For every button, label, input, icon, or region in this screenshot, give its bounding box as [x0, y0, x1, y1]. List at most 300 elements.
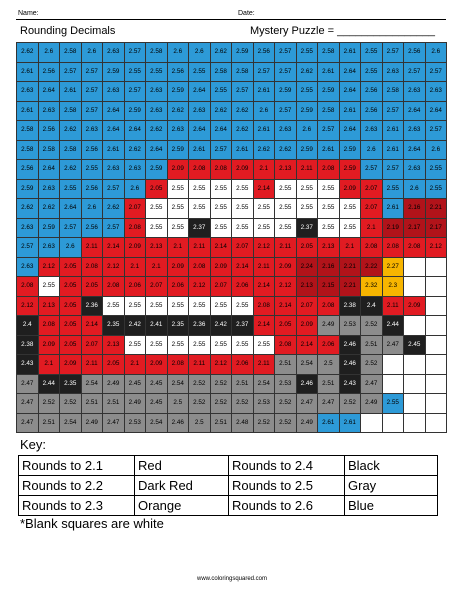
grid-cell: 2.57	[103, 180, 125, 200]
grid-cell: 2.63	[426, 82, 448, 102]
grid-cell: 2.21	[426, 199, 448, 219]
grid-cell: 2.55	[125, 336, 147, 356]
grid-cell: 2.09	[60, 355, 82, 375]
grid-cell: 2.59	[39, 219, 61, 239]
grid-cell: 2.08	[254, 297, 276, 317]
grid-cell: 2.12	[189, 277, 211, 297]
grid-cell: 2.55	[211, 180, 233, 200]
grid-cell: 2.55	[383, 180, 405, 200]
grid-cell: 2.05	[297, 238, 319, 258]
grid-cell: 2.62	[146, 121, 168, 141]
grid-cell: 2.14	[103, 238, 125, 258]
grid-cell: 2.59	[146, 160, 168, 180]
grid-cell: 2.62	[17, 199, 39, 219]
grid-cell: 2.62	[39, 199, 61, 219]
grid-cell: 2.44	[39, 375, 61, 395]
grid-cell: 2.55	[146, 297, 168, 317]
grid-cell: 2.6	[82, 199, 104, 219]
grid-cell: 2.55	[211, 82, 233, 102]
grid-cell: 2.64	[39, 82, 61, 102]
grid-cell: 2.61	[340, 102, 362, 122]
grid-cell: 2.64	[211, 121, 233, 141]
grid-cell: 2.44	[383, 316, 405, 336]
grid-cell: 2.07	[232, 238, 254, 258]
grid-cell: 2.59	[125, 102, 147, 122]
grid-cell: 2.52	[275, 394, 297, 414]
grid-cell: 2.52	[232, 394, 254, 414]
grid-cell	[383, 355, 405, 375]
grid-cell: 2.42	[125, 316, 147, 336]
grid-cell: 2.14	[82, 316, 104, 336]
grid-cell: 2.55	[189, 63, 211, 83]
grid-cell: 2.13	[297, 277, 319, 297]
grid-cell: 2.09	[232, 160, 254, 180]
grid-cell: 2.58	[60, 102, 82, 122]
grid-cell: 2.55	[189, 297, 211, 317]
grid-cell: 2.55	[232, 336, 254, 356]
grid-cell: 2.51	[211, 414, 233, 434]
grid-cell: 2.59	[340, 160, 362, 180]
grid-cell: 2.57	[17, 238, 39, 258]
grid-cell: 2.13	[146, 238, 168, 258]
grid-cell: 2.63	[189, 102, 211, 122]
grid-cell: 2.61	[318, 63, 340, 83]
grid-cell: 2.55	[275, 180, 297, 200]
grid-cell: 2.63	[17, 258, 39, 278]
grid-cell: 2.64	[340, 82, 362, 102]
grid-cell: 2.6	[82, 43, 104, 63]
grid-cell: 2.11	[254, 258, 276, 278]
grid-cell: 2.41	[146, 316, 168, 336]
grid-cell: 2.59	[168, 82, 190, 102]
key-row	[19, 496, 438, 516]
grid-cell: 2.63	[103, 82, 125, 102]
grid-cell: 2.64	[404, 102, 426, 122]
grid-cell: 2.64	[189, 121, 211, 141]
key-rule: Rounds to 2.5	[229, 476, 345, 496]
grid-cell: 2.14	[254, 277, 276, 297]
grid-cell: 2.51	[39, 414, 61, 434]
grid-cell: 2.55	[211, 297, 233, 317]
grid-cell: 2.55	[146, 199, 168, 219]
grid-cell: 2.46	[340, 336, 362, 356]
grid-cell: 2.05	[60, 336, 82, 356]
grid-cell: 2.56	[254, 43, 276, 63]
grid-cell: 2.05	[60, 316, 82, 336]
grid-cell: 2.1	[39, 355, 61, 375]
grid-cell	[426, 414, 448, 434]
grid-cell: 2.61	[103, 141, 125, 161]
grid-cell: 2.47	[17, 375, 39, 395]
grid-cell: 2.47	[297, 394, 319, 414]
grid-cell: 2.1	[146, 258, 168, 278]
grid-cell: 2.52	[254, 414, 276, 434]
grid-cell: 2.08	[168, 355, 190, 375]
grid-cell: 2.6	[168, 43, 190, 63]
grid-cell: 2.14	[275, 297, 297, 317]
grid-cell: 2.42	[211, 316, 233, 336]
grid-cell: 2.09	[404, 297, 426, 317]
grid-cell: 2.62	[17, 43, 39, 63]
grid-cell: 2.49	[125, 394, 147, 414]
grid-cell: 2.57	[125, 43, 147, 63]
grid-cell: 2.48	[232, 414, 254, 434]
grid-cell: 2.47	[383, 336, 405, 356]
grid-cell	[383, 375, 405, 395]
grid-cell: 2.62	[232, 121, 254, 141]
grid-cell: 2.4	[17, 316, 39, 336]
grid-cell: 2.63	[39, 102, 61, 122]
grid-cell: 2.55	[426, 160, 448, 180]
grid-cell: 2.64	[404, 141, 426, 161]
grid-cell: 2.61	[383, 199, 405, 219]
grid-cell: 2.57	[103, 219, 125, 239]
grid-cell: 2.56	[39, 63, 61, 83]
grid-cell: 2.6	[254, 102, 276, 122]
grid-cell: 2.58	[318, 43, 340, 63]
grid-cell: 2.52	[189, 375, 211, 395]
grid-cell: 2.49	[297, 414, 319, 434]
grid-cell: 2.07	[297, 297, 319, 317]
grid-cell	[404, 375, 426, 395]
grid-cell: 2.64	[426, 102, 448, 122]
grid-cell: 2.46	[168, 414, 190, 434]
grid-cell: 2.53	[275, 375, 297, 395]
grid-cell: 2.55	[232, 219, 254, 239]
grid-cell: 2.55	[168, 199, 190, 219]
grid-cell: 2.55	[361, 63, 383, 83]
grid-cell: 2.63	[146, 102, 168, 122]
grid-cell: 2.05	[146, 180, 168, 200]
grid-cell: 2.52	[340, 394, 362, 414]
grid-cell: 2.59	[232, 43, 254, 63]
grid-cell: 2.58	[232, 63, 254, 83]
grid-cell: 2.55	[254, 199, 276, 219]
key-color: Dark Red	[135, 476, 229, 496]
grid-cell: 2.14	[297, 336, 319, 356]
grid-cell: 2.58	[211, 63, 233, 83]
grid-cell: 2.1	[125, 258, 147, 278]
grid-cell: 2.55	[340, 219, 362, 239]
grid-cell: 2.05	[60, 258, 82, 278]
grid-cell: 2.56	[17, 160, 39, 180]
grid-cell: 2.63	[361, 121, 383, 141]
grid-cell: 2.63	[39, 238, 61, 258]
grid-cell: 2.64	[340, 121, 362, 141]
grid-cell: 2.63	[17, 82, 39, 102]
grid-cell	[426, 316, 448, 336]
worksheet-title: Rounding Decimals	[20, 25, 116, 37]
grid-cell: 2.57	[60, 219, 82, 239]
grid-cell: 2.14	[254, 180, 276, 200]
grid-cell: 2.61	[189, 141, 211, 161]
grid-cell: 2.52	[361, 316, 383, 336]
grid-cell: 2.49	[82, 414, 104, 434]
grid-cell: 2.06	[125, 277, 147, 297]
grid-cell: 2.27	[383, 258, 405, 278]
grid-cell: 2.07	[146, 277, 168, 297]
grid-cell: 2.57	[383, 160, 405, 180]
grid-cell: 2.54	[60, 414, 82, 434]
grid-cell: 2.07	[361, 199, 383, 219]
grid-cell: 2.62	[60, 121, 82, 141]
grid-cell: 2.64	[103, 121, 125, 141]
grid-cell: 2.35	[60, 375, 82, 395]
grid-cell: 2.55	[211, 336, 233, 356]
grid-cell: 2.63	[275, 121, 297, 141]
grid-cell: 2.64	[340, 63, 362, 83]
grid-cell: 2.35	[168, 316, 190, 336]
grid-cell: 2.1	[168, 238, 190, 258]
grid-cell: 2.11	[82, 238, 104, 258]
key-rule: Rounds to 2.6	[229, 496, 345, 516]
grid-cell: 2.32	[361, 277, 383, 297]
grid-cell: 2.06	[318, 336, 340, 356]
grid-cell: 2.61	[340, 43, 362, 63]
grid-cell: 2.55	[168, 219, 190, 239]
grid-cell: 2.6	[426, 141, 448, 161]
grid-cell: 2.51	[82, 394, 104, 414]
blank-note: *Blank squares are white	[20, 516, 164, 531]
grid-cell: 2.55	[125, 297, 147, 317]
grid-cell: 2.09	[39, 336, 61, 356]
grid-cell: 2.05	[60, 277, 82, 297]
grid-cell: 2.56	[82, 219, 104, 239]
grid-cell: 2.15	[318, 277, 340, 297]
grid-cell: 2.55	[297, 199, 319, 219]
grid-cell: 2.05	[82, 277, 104, 297]
puzzle-grid	[16, 42, 447, 433]
grid-cell: 2.56	[168, 63, 190, 83]
grid-cell: 2.56	[361, 102, 383, 122]
grid-cell: 2.57	[82, 102, 104, 122]
grid-cell: 2.4	[361, 297, 383, 317]
grid-cell: 2.07	[361, 180, 383, 200]
grid-cell: 2.07	[125, 199, 147, 219]
grid-cell: 2.61	[17, 102, 39, 122]
grid-cell: 2.62	[211, 43, 233, 63]
grid-cell	[426, 277, 448, 297]
grid-cell: 2.3	[383, 277, 405, 297]
grid-cell: 2.45	[125, 375, 147, 395]
name-label: Name:	[18, 10, 39, 17]
grid-cell: 2.09	[168, 258, 190, 278]
grid-cell: 2.63	[404, 160, 426, 180]
grid-cell: 2.09	[340, 180, 362, 200]
grid-cell: 2.08	[211, 160, 233, 180]
grid-cell: 2.12	[275, 277, 297, 297]
grid-cell: 2.11	[297, 160, 319, 180]
grid-cell: 2.49	[103, 375, 125, 395]
grid-cell	[404, 258, 426, 278]
grid-cell: 2.09	[125, 238, 147, 258]
grid-cell: 2.57	[383, 43, 405, 63]
grid-cell: 2.14	[232, 258, 254, 278]
grid-cell: 2.21	[340, 258, 362, 278]
grid-cell: 2.59	[168, 141, 190, 161]
grid-cell: 2.64	[103, 102, 125, 122]
grid-cell: 2.61	[254, 121, 276, 141]
grid-cell: 2.58	[39, 141, 61, 161]
grid-cell: 2.47	[17, 394, 39, 414]
grid-cell: 2.55	[297, 82, 319, 102]
grid-cell: 2.55	[426, 180, 448, 200]
grid-cell: 2.49	[361, 394, 383, 414]
grid-cell: 2.55	[211, 219, 233, 239]
grid-cell: 2.57	[125, 82, 147, 102]
grid-cell: 2.58	[60, 43, 82, 63]
key-color: Red	[135, 456, 229, 476]
grid-cell: 2.17	[426, 219, 448, 239]
grid-cell: 2.55	[340, 199, 362, 219]
grid-cell: 2.56	[361, 82, 383, 102]
grid-cell: 2.06	[232, 355, 254, 375]
grid-cell: 2.63	[383, 63, 405, 83]
grid-cell: 2.63	[404, 82, 426, 102]
grid-cell: 2.06	[232, 277, 254, 297]
grid-cell: 2.57	[404, 63, 426, 83]
grid-cell: 2.08	[125, 219, 147, 239]
key-color: Blue	[345, 496, 438, 516]
grid-cell: 2.6	[60, 238, 82, 258]
grid-cell: 2.55	[383, 394, 405, 414]
grid-cell: 2.57	[211, 141, 233, 161]
grid-cell: 2.14	[254, 316, 276, 336]
grid-cell: 2.55	[361, 43, 383, 63]
grid-cell	[404, 355, 426, 375]
grid-cell: 2.55	[189, 336, 211, 356]
grid-cell: 2.54	[168, 375, 190, 395]
grid-cell: 2.43	[340, 375, 362, 395]
grid-cell: 2.55	[297, 43, 319, 63]
grid-cell: 2.54	[146, 414, 168, 434]
grid-cell: 2.6	[404, 180, 426, 200]
grid-cell: 2.05	[60, 297, 82, 317]
grid-cell: 2.57	[275, 102, 297, 122]
grid-cell: 2.5	[318, 355, 340, 375]
grid-cell: 2.56	[404, 43, 426, 63]
grid-cell: 2.55	[232, 297, 254, 317]
grid-cell: 2.64	[39, 160, 61, 180]
grid-cell: 2.37	[232, 316, 254, 336]
grid-cell: 2.51	[361, 336, 383, 356]
grid-cell: 2.56	[82, 141, 104, 161]
grid-cell: 2.55	[275, 219, 297, 239]
grid-cell: 2.52	[211, 394, 233, 414]
grid-cell: 2.12	[211, 355, 233, 375]
grid-cell: 2.1	[361, 219, 383, 239]
grid-cell: 2.53	[125, 414, 147, 434]
grid-cell: 2.55	[60, 180, 82, 200]
key-color: Orange	[135, 496, 229, 516]
grid-cell: 2.47	[318, 394, 340, 414]
grid-cell: 2.53	[254, 394, 276, 414]
grid-cell: 2.55	[232, 199, 254, 219]
grid-cell: 2.19	[383, 219, 405, 239]
grid-cell: 2.55	[168, 336, 190, 356]
grid-cell: 2.52	[39, 394, 61, 414]
grid-cell: 2.06	[168, 277, 190, 297]
grid-cell: 2.61	[318, 414, 340, 434]
grid-cell: 2.45	[146, 394, 168, 414]
grid-cell: 2.63	[146, 82, 168, 102]
grid-cell: 2.16	[404, 199, 426, 219]
grid-cell: 2.63	[103, 160, 125, 180]
grid-cell: 2.57	[82, 82, 104, 102]
grid-cell: 2.49	[318, 316, 340, 336]
grid-cell: 2.61	[17, 63, 39, 83]
grid-cell: 2.46	[340, 355, 362, 375]
grid-cell: 2.11	[275, 238, 297, 258]
grid-cell	[404, 414, 426, 434]
grid-cell: 2.56	[82, 180, 104, 200]
grid-cell: 2.58	[17, 121, 39, 141]
grid-cell: 2.63	[404, 121, 426, 141]
grid-cell: 2.64	[146, 141, 168, 161]
grid-cell: 2.57	[232, 82, 254, 102]
grid-cell: 2.57	[60, 63, 82, 83]
name-date-line	[16, 5, 446, 20]
grid-cell: 2.08	[39, 316, 61, 336]
grid-cell: 2.36	[189, 316, 211, 336]
grid-cell: 2.05	[275, 316, 297, 336]
grid-cell: 2.63	[17, 219, 39, 239]
grid-cell: 2.36	[82, 297, 104, 317]
grid-cell: 2.43	[17, 355, 39, 375]
grid-cell: 2.62	[125, 141, 147, 161]
grid-cell: 2.6	[361, 141, 383, 161]
grid-cell: 2.57	[275, 63, 297, 83]
grid-cell: 2.11	[82, 355, 104, 375]
grid-cell: 2.59	[275, 82, 297, 102]
grid-cell: 2.63	[125, 160, 147, 180]
key-color: Gray	[345, 476, 438, 496]
grid-cell: 2.47	[103, 414, 125, 434]
grid-cell: 2.08	[17, 277, 39, 297]
grid-cell: 2.47	[17, 414, 39, 434]
grid-cell: 2.6	[39, 43, 61, 63]
grid-cell: 2.08	[361, 238, 383, 258]
mystery-puzzle-label: Mystery Puzzle = ________________	[250, 25, 435, 37]
key-rule: Rounds to 2.3	[19, 496, 135, 516]
grid-cell: 2.11	[189, 355, 211, 375]
grid-cell: 2.37	[297, 219, 319, 239]
grid-cell: 2.59	[17, 180, 39, 200]
key-table	[18, 455, 438, 516]
grid-cell: 2.51	[232, 375, 254, 395]
grid-cell: 2.12	[254, 238, 276, 258]
key-rule: Rounds to 2.1	[19, 456, 135, 476]
grid-cell: 2.6	[189, 43, 211, 63]
grid-cell: 2.1	[254, 160, 276, 180]
grid-cell: 2.5	[189, 414, 211, 434]
grid-cell: 2.52	[361, 355, 383, 375]
grid-cell: 2.64	[125, 121, 147, 141]
grid-cell: 2.12	[103, 258, 125, 278]
grid-cell: 2.61	[340, 414, 362, 434]
grid-cell: 2.55	[39, 277, 61, 297]
grid-cell	[404, 277, 426, 297]
grid-cell: 2.21	[340, 277, 362, 297]
grid-cell: 2.13	[318, 238, 340, 258]
grid-cell: 2.51	[318, 375, 340, 395]
grid-cell: 2.55	[168, 297, 190, 317]
grid-cell: 2.09	[146, 355, 168, 375]
grid-cell: 2.08	[318, 160, 340, 180]
grid-cell: 2.05	[103, 355, 125, 375]
grid-cell	[426, 297, 448, 317]
grid-cell: 2.55	[318, 199, 340, 219]
